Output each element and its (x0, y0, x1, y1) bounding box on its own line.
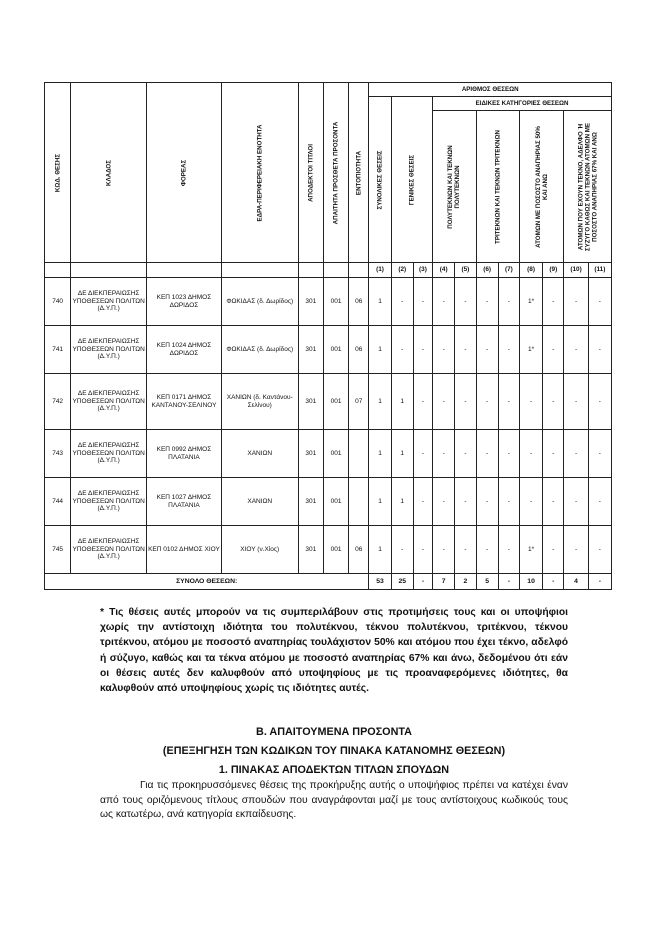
cell-value: - (413, 526, 432, 574)
total-value: 4 (564, 574, 588, 590)
cell-localness (349, 478, 369, 526)
cell-value: - (433, 526, 455, 574)
cell-seat: ΧΙΟΥ (ν.Χίος) (221, 526, 298, 574)
cell-titles: 301 (298, 326, 323, 374)
cell-value: - (588, 478, 611, 526)
total-value: 2 (455, 574, 476, 590)
section-subtitle: (ΕΠΕΞΗΓΗΣΗ ΤΩΝ ΚΩΔΙΚΩΝ ΤΟΥ ΠΙΝΑΚΑ ΚΑΤΑΝΟΜΗΣ ΘΕΣΕΩΝ) (162, 745, 506, 757)
cell-seat: ΦΩΚΙΔΑΣ (δ. Δωρίδος) (221, 278, 298, 326)
total-value: 25 (391, 574, 413, 590)
cell-value: - (564, 326, 588, 374)
total-value: 53 (369, 574, 391, 590)
total-value: 5 (476, 574, 498, 590)
cell-code: 744 (45, 478, 71, 526)
cell-value: 1* (519, 326, 542, 374)
cell-titles: 301 (298, 478, 323, 526)
cell-value: - (455, 374, 476, 430)
cell-value: - (498, 430, 519, 478)
cell-value: - (391, 278, 413, 326)
cell-value: - (433, 278, 455, 326)
table-row (45, 478, 612, 526)
cell-qualifications: 001 (323, 278, 348, 326)
cell-branch: ΔΕ ΔΙΕΚΠΕΡΑΙΩΣΗΣ ΥΠΟΘΕΣΕΩΝ ΠΟΛΙΤΩΝ (Δ.Υ.Π.) (71, 326, 147, 374)
cell-agency: ΚΕΠ 1027 ΔΗΜΟΣ ΠΛΑΤΑΝΙΑ (147, 478, 222, 526)
cell-code: 742 (45, 374, 71, 430)
total-value: - (498, 574, 519, 590)
col-number: (7) (498, 263, 519, 278)
cell-value: - (564, 478, 588, 526)
header-seat: ΕΔΡΑ-ΠΕΡΙΦΕΡΕΙΑΚΗ ΕΝΟΤΗΤΑ (221, 83, 298, 263)
col-number: (11) (588, 263, 611, 278)
cell-code: 740 (45, 278, 71, 326)
total-value: - (413, 574, 432, 590)
cell-value: - (455, 478, 476, 526)
cell-value: - (391, 326, 413, 374)
cell-value: - (519, 478, 542, 526)
cell-value: - (498, 526, 519, 574)
cell-value: - (413, 326, 432, 374)
cell-seat: ΧΑΝΙΩΝ (221, 430, 298, 478)
header-accepted-titles: ΑΠΟΔΕΚΤΟΙ ΤΙΤΛΟΙ (298, 83, 323, 263)
cell-value: 1 (391, 430, 413, 478)
table-title-heading: 1. ΠΙΝΑΚΑΣ ΑΠΟΔΕΚΤΩΝ ΤΙΤΛΩΝ ΣΠΟΥΔΩΝ (218, 764, 450, 776)
cell-branch: ΔΕ ΔΙΕΚΠΕΡΑΙΩΣΗΣ ΥΠΟΘΕΣΕΩΝ ΠΟΛΙΤΩΝ (Δ.Υ.Π.) (71, 374, 147, 430)
intro-paragraph (100, 779, 568, 823)
header-agency: ΦΟΡΕΑΣ (147, 83, 222, 263)
col-number: (2) (391, 263, 413, 278)
header-total-positions: ΣΥΝΟΛΙΚΕΣ ΘΕΣΕΙΣ (369, 97, 391, 263)
cell-branch: ΔΕ ΔΙΕΚΠΕΡΑΙΩΣΗΣ ΥΠΟΘΕΣΕΩΝ ΠΟΛΙΤΩΝ (Δ.Υ.Π.) (71, 278, 147, 326)
cell-agency: ΚΕΠ 1024 ΔΗΜΟΣ ΔΩΡΙΔΟΣ (147, 326, 222, 374)
cell-value: - (476, 430, 498, 478)
footnote-paragraph: * Τις θέσεις αυτές μπορούν να τις συμπεριλάβουν στις προτιμήσεις τους και οι υποψήφιοι χωρίς την αντίστοιχη ιδιότητα του πολυτέκνου, τέκνου πολυτέκνου, τριτέκνου, τέκνου τριτέκνου, ατόμου με ποσοστό αναπηρίας τουλάχιστον 50% και ατόμου που έχει τέκνο, αδελφό ή σύζυγο, καθώς και τα τέκνα ατόμου με ποσοστό αναπηρίας 67% και άνω, δεδομένου ότι εάν οι θέσεις αυτές δεν καλυφθούν από υποψηφίους με τις προαναφερόμενες ιδιότητες, θα καλυφθούν από υποψηφίους χωρίς τις ιδιότητες αυτές. (100, 607, 568, 695)
cell-titles: 301 (298, 374, 323, 430)
cell-agency: ΚΕΠ 0992 ΔΗΜΟΣ ΠΛΑΤΑΝΙΑ (147, 430, 222, 478)
cell-value: - (543, 526, 564, 574)
total-value: - (588, 574, 611, 590)
table-row (45, 278, 612, 326)
cell-titles: 301 (298, 430, 323, 478)
header-three-child-families: ΤΡΙΤΕΚΝΩΝ ΚΑΙ ΤΕΚΝΩΝ ΤΡΙΤΕΚΝΩΝ (476, 111, 519, 263)
cell-value: - (564, 430, 588, 478)
cell-value: - (476, 526, 498, 574)
col-number: (8) (519, 263, 542, 278)
header-code: ΚΩΔ. ΘΕΣΗΣ (45, 83, 71, 263)
cell-qualifications: 001 (323, 326, 348, 374)
total-row (45, 574, 612, 590)
cell-value: - (588, 526, 611, 574)
cell-qualifications: 001 (323, 374, 348, 430)
positions-allocation-table (44, 82, 612, 590)
cell-value: - (543, 478, 564, 526)
header-special-categories: ΕΙΔΙΚΕΣ ΚΑΤΗΓΟΡΙΕΣ ΘΕΣΕΩΝ (433, 97, 612, 111)
cell-value: 1* (519, 526, 542, 574)
cell-value: - (391, 526, 413, 574)
cell-value: - (498, 478, 519, 526)
cell-qualifications: 001 (323, 526, 348, 574)
cell-value: - (498, 326, 519, 374)
cell-value: - (455, 430, 476, 478)
table-row (45, 430, 612, 478)
section-heading: Β. ΑΠΑΙΤΟΥΜΕΝΑ ΠΡΟΣΟΝΤΑ (256, 726, 412, 738)
cell-code: 743 (45, 430, 71, 478)
cell-value: 1 (369, 430, 391, 478)
cell-value: - (564, 278, 588, 326)
cell-value: 1 (391, 478, 413, 526)
cell-code: 741 (45, 326, 71, 374)
cell-value: - (588, 326, 611, 374)
cell-branch: ΔΕ ΔΙΕΚΠΕΡΑΙΩΣΗΣ ΥΠΟΘΕΣΕΩΝ ΠΟΛΙΤΩΝ (Δ.Υ.Π.) (71, 526, 147, 574)
cell-value: - (476, 478, 498, 526)
cell-value: - (519, 430, 542, 478)
header-branch: ΚΛΑΔΟΣ (71, 83, 147, 263)
cell-value: - (413, 430, 432, 478)
cell-qualifications: 001 (323, 430, 348, 478)
cell-value: - (543, 430, 564, 478)
header-localness: ΕΝΤΟΠΙΟΤΗΤΑ (349, 83, 369, 263)
cell-agency: ΚΕΠ 0102 ΔΗΜΟΣ ΧΙΟΥ (147, 526, 222, 574)
intro-text: Για τις προκηρυσσόμενες θέσεις της προκήρυξης αυτής ο υποψήφιος πρέπει να κατέχει έναν από τους οριζόμενους τίτλους σπουδών που αναγράφονται μαζί με τους αντίστοιχους κωδικούς τους ως κατωτέρω, ανά κατηγορία εκπαίδευσης. (100, 780, 568, 821)
cell-value: 1 (369, 478, 391, 526)
cell-value: 1 (369, 326, 391, 374)
cell-localness: 06 (349, 278, 369, 326)
cell-value: - (433, 326, 455, 374)
total-label: ΣΥΝΟΛΟ ΘΕΣΕΩΝ: (45, 574, 369, 590)
cell-value: - (588, 430, 611, 478)
cell-qualifications: 001 (323, 478, 348, 526)
cell-value: - (455, 278, 476, 326)
header-required-qualifications: ΑΠΑΙΤΗΤΑ ΠΡΟΣΘΕΤΑ ΠΡΟΣΟΝΤΑ (323, 83, 348, 263)
total-value: 10 (519, 574, 542, 590)
cell-branch: ΔΕ ΔΙΕΚΠΕΡΑΙΩΣΗΣ ΥΠΟΘΕΣΕΩΝ ΠΟΛΙΤΩΝ (Δ.Υ.Π.) (71, 478, 147, 526)
cell-value: - (413, 278, 432, 326)
total-value: 7 (433, 574, 455, 590)
col-number: (10) (564, 263, 588, 278)
cell-localness: 06 (349, 526, 369, 574)
cell-seat: ΦΩΚΙΔΑΣ (δ. Δωρίδος) (221, 326, 298, 374)
cell-titles: 301 (298, 526, 323, 574)
cell-value: - (433, 478, 455, 526)
cell-value: - (433, 374, 455, 430)
cell-value: 1 (391, 374, 413, 430)
cell-value: - (564, 526, 588, 574)
col-number: (6) (476, 263, 498, 278)
col-number: (1) (369, 263, 391, 278)
cell-localness (349, 430, 369, 478)
cell-value: - (455, 526, 476, 574)
cell-value: - (564, 374, 588, 430)
header-disability-50: ΑΤΟΜΩΝ ΜΕ ΠΟΣΟΣΤΟ ΑΝΑΠΗΡΙΑΣ 50% ΚΑΙ ΑΝΩ (519, 111, 563, 263)
col-number: (3) (413, 263, 432, 278)
header-general-positions: ΓΕΝΙΚΕΣ ΘΕΣΕΙΣ (391, 97, 432, 263)
header-large-families: ΠΟΛΥΤΕΚΝΩΝ ΚΑΙ ΤΕΚΝΩΝ ΠΟΛΥΤΕΚΝΩΝ (433, 111, 476, 263)
cell-code: 745 (45, 526, 71, 574)
cell-value: - (476, 326, 498, 374)
cell-localness: 07 (349, 374, 369, 430)
cell-seat: ΧΑΝΙΩΝ (221, 478, 298, 526)
cell-value: - (476, 278, 498, 326)
table-row (45, 326, 612, 374)
cell-value: - (588, 374, 611, 430)
table-row (45, 526, 612, 574)
cell-value: - (413, 478, 432, 526)
cell-value: 1 (369, 278, 391, 326)
cell-value: 1 (369, 374, 391, 430)
cell-value: 1* (519, 278, 542, 326)
cell-value: - (543, 374, 564, 430)
header-positions-count: ΑΡΙΘΜΟΣ ΘΕΣΕΩΝ (369, 83, 612, 97)
cell-value: - (543, 278, 564, 326)
header-relatives-disability-67: ΑΤΟΜΩΝ ΠΟΥ ΕΧΟΥΝ ΤΕΚΝΟ, ΑΔΕΛΦΟ Ή ΣΥΖΥΓΟ ΚΑΘΩΣ ΚΑΙ ΤΕΚΝΩΝ ΑΤΟΜΩΝ ΜΕ ΠΟΣΟΣΤΟ ΑΝΑΠΗΡΙΑΣ 67% ΚΑΙ ΑΝΩ (564, 111, 612, 263)
cell-value: - (455, 326, 476, 374)
cell-branch: ΔΕ ΔΙΕΚΠΕΡΑΙΩΣΗΣ ΥΠΟΘΕΣΕΩΝ ΠΟΛΙΤΩΝ (Δ.Υ.Π.) (71, 430, 147, 478)
cell-value: - (433, 430, 455, 478)
column-number-row (45, 263, 612, 278)
cell-agency: ΚΕΠ 1023 ΔΗΜΟΣ ΔΩΡΙΔΟΣ (147, 278, 222, 326)
cell-value: - (476, 374, 498, 430)
col-number: (9) (543, 263, 564, 278)
col-number: (5) (455, 263, 476, 278)
cell-value: - (519, 374, 542, 430)
col-number: (4) (433, 263, 455, 278)
cell-value: - (588, 278, 611, 326)
cell-agency: ΚΕΠ 0171 ΔΗΜΟΣ ΚΑΝΤΑΝΟΥ-ΣΕΛΙΝΟΥ (147, 374, 222, 430)
cell-value: - (413, 374, 432, 430)
cell-seat: ΧΑΝΙΩΝ (δ. Καντάνου-Σελίνου) (221, 374, 298, 430)
cell-value: - (498, 278, 519, 326)
cell-titles: 301 (298, 278, 323, 326)
cell-value: 1 (369, 526, 391, 574)
cell-localness: 06 (349, 326, 369, 374)
cell-value: - (498, 374, 519, 430)
cell-value: - (543, 326, 564, 374)
table-row (45, 374, 612, 430)
total-value: - (543, 574, 564, 590)
